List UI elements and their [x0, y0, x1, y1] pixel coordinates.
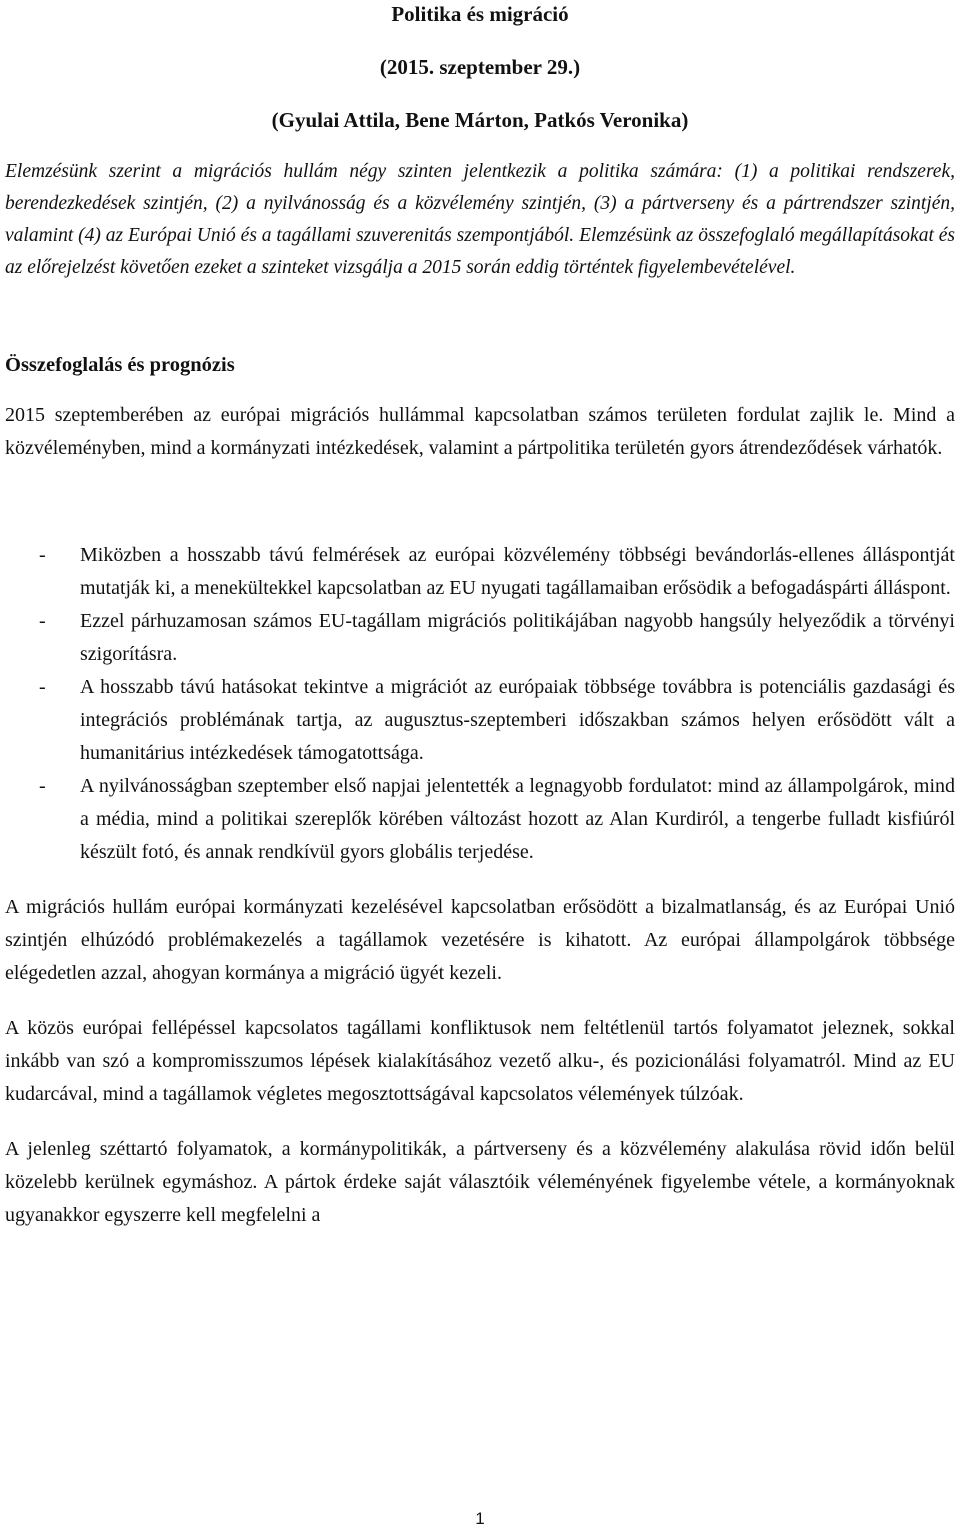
section-heading: Összefoglalás és prognózis	[5, 354, 235, 376]
list-dash: -	[39, 544, 46, 566]
body-paragraph: A közös európai fellépéssel kapcsolatos tagállami konfliktusok nem feltétlenül tartós folyamatot jeleznek, sokkal inkább van szó a kompromisszumos lépések kialakításához vezető alku-, és pozicionálási folyamatról. Mind az EU kudarcával, mind a tagállamok végletes megosztottságával kapcsolatos vélemények túlzóak.	[5, 1017, 955, 1105]
document-page	[5, 0, 955, 1537]
document-authors: (Gyulai Attila, Bene Márton, Patkós Veronika)	[271, 108, 689, 132]
abstract-paragraph: Elemzésünk szerint a migrációs hullám négy szinten jelentkezik a politika számára: (1) a politikai rendszerek, berendezkedések szintjén, (2) a nyilvánosság és a közvélemény szintjén, (3) a pártverseny és a pártrendszer szintjén, valamint (4) az Európai Unió és a tagállami szuverenitás szempontjából. Elemzésünk az összefoglaló megállapításokat és az előrejelzést követően ezeket a szinteket vizsgálja a 2015 során eddig történtek figyelembevételével.	[5, 161, 955, 278]
list-item-text: Ezzel párhuzamosan számos EU-tagállam migrációs politikájában nagyobb hangsúly helyeződik a törvényi szigorításra.	[80, 610, 955, 665]
body-paragraph: A jelenleg széttartó folyamatok, a kormánypolitikák, a pártverseny és a közvélemény alakulása rövid időn belül közelebb kerülnek egymáshoz. A pártok érdeke saját választóik véleményének figyelembe vétele, a kormányoknak ugyanakkor egyszerre kell megfelelni a	[5, 1138, 955, 1226]
page-number: 1	[475, 1509, 485, 1528]
list-item-text: A nyilvánosságban szeptember első napjai jelentették a legnagyobb fordulatot: mind az állampolgárok, mind a média, mind a politikai szereplők körében változást hozott az Alan Kurdiról, a tengerbe fulladt kisfiúról készült fotó, és annak rendkívül gyors globális terjedése.	[80, 775, 955, 863]
list-dash: -	[39, 676, 46, 698]
list-dash: -	[39, 610, 46, 632]
list-item-text: Miközben a hosszabb távú felmérések az európai közvélemény többségi bevándorlás-ellenes álláspontját mutatják ki, a menekültekkel kapcsolatban az EU nyugati tagállamaiban erősödik a befogadáspárti álláspont.	[80, 544, 955, 599]
summary-paragraph: 2015 szeptemberében az európai migrációs hullámmal kapcsolatban számos területen fordulat zajlik le. Mind a közvéleményben, mind a kormányzati intézkedések, valamint a pártpolitika területén gyors átrendeződések várhatók.	[5, 404, 955, 459]
document-date: (2015. szeptember 29.)	[379, 55, 581, 79]
list-item-text: A hosszabb távú hatásokat tekintve a migrációt az európaiak többsége továbbra is potenciális gazdasági és integrációs problémának tartja, az augusztus-szeptemberi időszakban számos helyen erősödött vált a humanitárius intézkedések támogatottsága.	[80, 676, 955, 764]
body-paragraph: A migrációs hullám európai kormányzati kezelésével kapcsolatban erősödött a bizalmatlanság, és az Európai Unió szintjén elhúzódó problémakezelés a tagállamok vezetésére is kihatott. Az európai állampolgárok többsége elégedetlen azzal, ahogyan kormánya a migráció ügyét kezeli.	[5, 896, 955, 984]
document-title: Politika és migráció	[391, 2, 569, 26]
findings-list	[5, 539, 955, 869]
list-item	[5, 671, 955, 770]
list-item	[5, 605, 955, 671]
list-dash: -	[39, 775, 46, 797]
list-item	[5, 539, 955, 605]
list-item	[5, 770, 955, 869]
